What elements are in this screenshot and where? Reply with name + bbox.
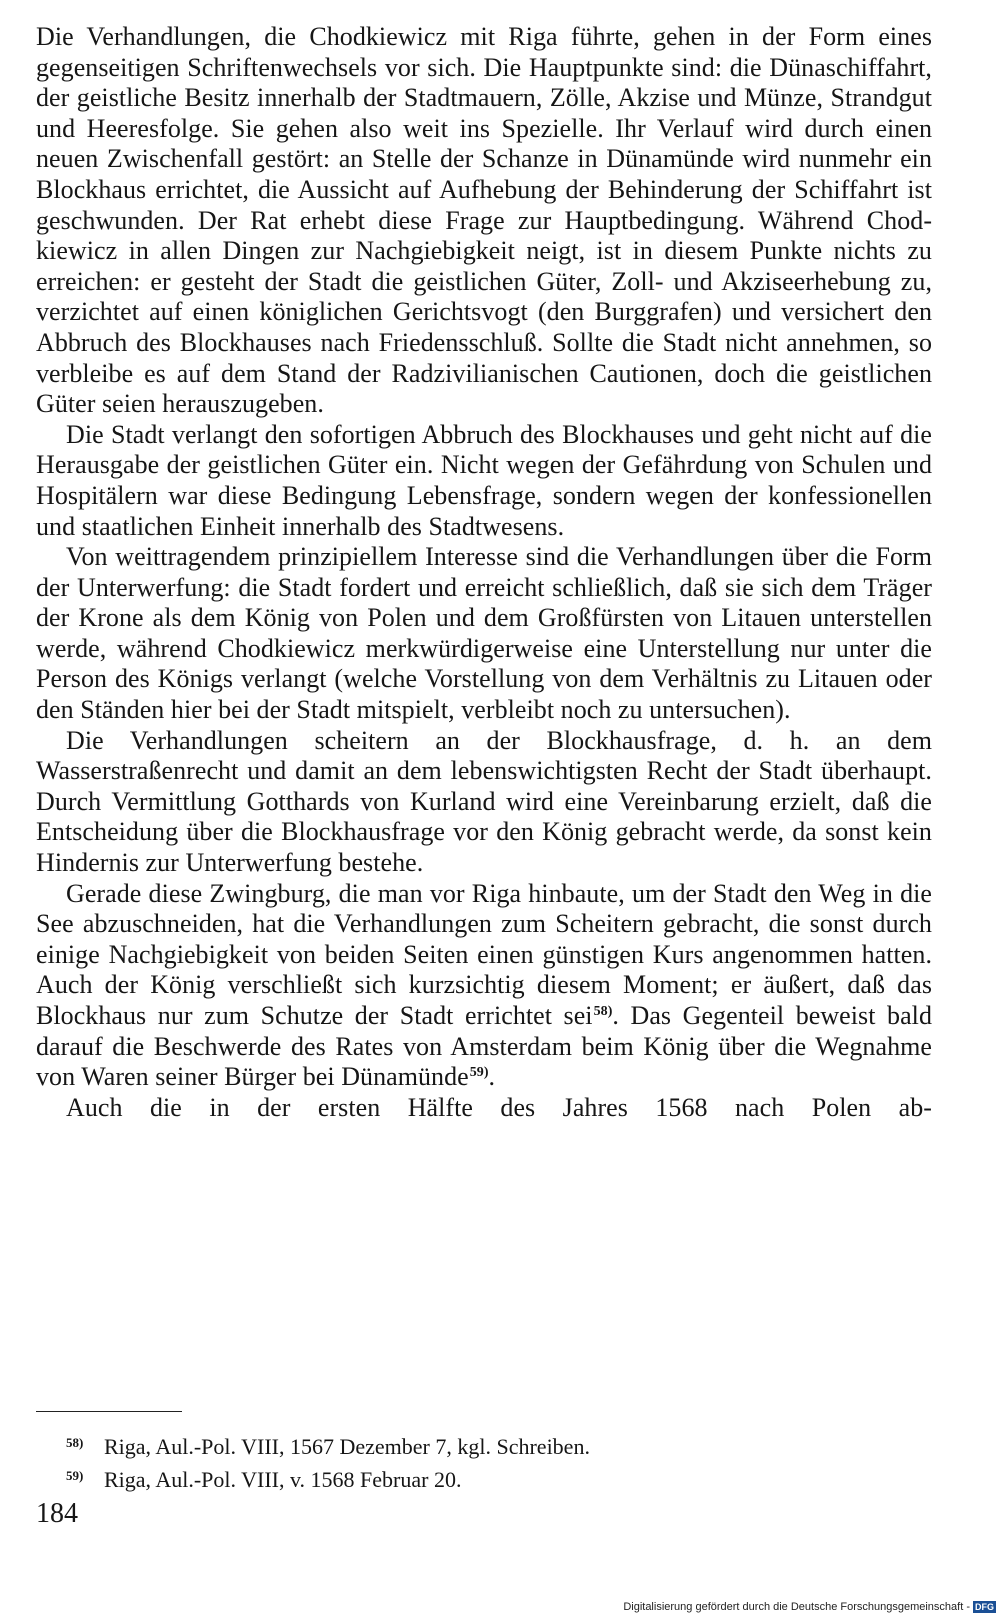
page-number: 184 — [36, 1498, 78, 1529]
paragraph-4: Die Verhandlungen scheitern an der Blockhausfrage, d. h. an dem Wasserstraßenrecht und damit an dem lebenswichtigsten Recht der Stadt überhaupt. Durch Vermittlung Gotthards von Kurland wird eine Vereinbarung erzielt, daß die Entscheidung über die Blockhausfrage vor den König gebracht werde, da sonst kein Hindernis zur Unterwerfung bestehe. — [36, 725, 932, 878]
footnote-text: Riga, Aul.-Pol. VIII, v. 1568 Februar 20. — [104, 1467, 462, 1492]
credit-text: Digitalisierung gefördert durch die Deutsche Forschungsgemeinschaft - — [623, 1601, 970, 1613]
footnote-59 — [66, 1461, 886, 1494]
paragraph-6: Auch die in der ersten Hälfte des Jahres 1568 nach Polen ab- — [66, 1092, 932, 1122]
footnote-ref-59: 59) — [469, 1065, 489, 1081]
paragraph-5-text-c: . — [488, 1062, 496, 1092]
dfg-logo-icon: DFG — [975, 1602, 994, 1612]
paragraph-5-text-a: Gerade diese Zwingburg, die man vor Riga hinbaute, um der Stadt den Weg in die See abzuschneiden, hat die Verhandlungen zum Scheitern gebracht, die sonst durch einige Nachgiebigkeit von beiden Seiten einen günstigen Kurs angenommen hatten. Auch der König verschließt sich kurzsichtig diesem Moment; er äußert, daß das Blockhaus nur zum Schutze der Stadt errichtet sei — [36, 878, 932, 1030]
paragraph-5-text-b: . Das Gegenteil beweist bald darauf die Beschwerde des Rates von Amsterdam beim König über die Wegnahme von Waren seiner Bürger bei Dünamünde — [36, 1001, 932, 1092]
paragraph-1: Die Verhandlungen, die Chodkiewicz mit Riga führte, gehen in der Form eines gegenseitigen Schriftenwechsels vor sich. Die Hauptpunkte sind: die Dünaschiffahrt, der geistliche Besitz innerhalb der Stadtmauern, Zölle, Akzise und Münze, Strandgut und Heeresfolge. Sie gehen also weit ins Spezielle. Ihr Verlauf wird durch einen neuen Zwischenfall gestört: an Stelle der Schanze in Dünamünde wird nunmehr ein Blockhaus errichtet, die Aussicht auf Aufhebung der Behinderung der Schiffahrt ist geschwunden. Der Rat erhebt diese Frage zur Hauptbedingung. Während Chodkiewicz in allen Dingen zur Nachgiebigkeit neigt, ist in diesem Punkte nichts zu erreichen: er gesteht der Stadt die geistlichen Güter, Zoll- und Akziseerhebung zu, verzichtet auf einen königlichen Gerichtsvogt (den Burggrafen) und versichert den Abbruch des Blockhauses nach Friedensschluß. Sollte die Stadt nicht annehmen, so verbleibe es auf dem Stand der Radzivilianischen Cautionen, doch die geistlichen Güter seien herauszugeben. — [36, 22, 932, 419]
paragraph-5 — [36, 879, 932, 1093]
digitization-credit — [623, 1601, 996, 1613]
footnote-divider — [36, 1411, 182, 1412]
footnote-text: Riga, Aul.-Pol. VIII, 1567 Dezember 7, kgl. Schreiben. — [104, 1434, 590, 1459]
paragraph-2: Die Stadt verlangt den sofortigen Abbruch des Blockhauses und geht nicht auf die Herausgabe der geistlichen Güter ein. Nicht wegen der Gefährdung von Schulen und Hospitälern war diese Bedingung Lebensfrage, sondern wegen der konfessionellen und staatlichen Einheit innerhalb des Stadtwesens. — [36, 419, 932, 541]
body-text — [36, 22, 932, 1123]
paragraph-3: Von weittragendem prinzipiellem Interesse sind die Verhandlungen über die Form der Unterwerfung: die Stadt fordert und erreicht schließlich, daß sie sich dem Träger der Krone als dem König von Polen und dem Großfürsten von Litauen unterstellen werde, während Chodkiewicz merkwürdigerweise eine Unterstellung nur unter die Person des Königs verlangt (welche Vorstellung von dem Verhältnis zu Litauen oder den Ständen hier bei der Stadt mitspielt, verbleibt noch zu untersuchen). — [36, 542, 932, 725]
footnote-marker: 58) — [66, 1435, 84, 1450]
footnote-ref-58: 58) — [593, 1004, 613, 1019]
footnotes — [66, 1428, 886, 1494]
footnote-marker: 59) — [66, 1468, 84, 1483]
footnote-58 — [66, 1428, 886, 1461]
